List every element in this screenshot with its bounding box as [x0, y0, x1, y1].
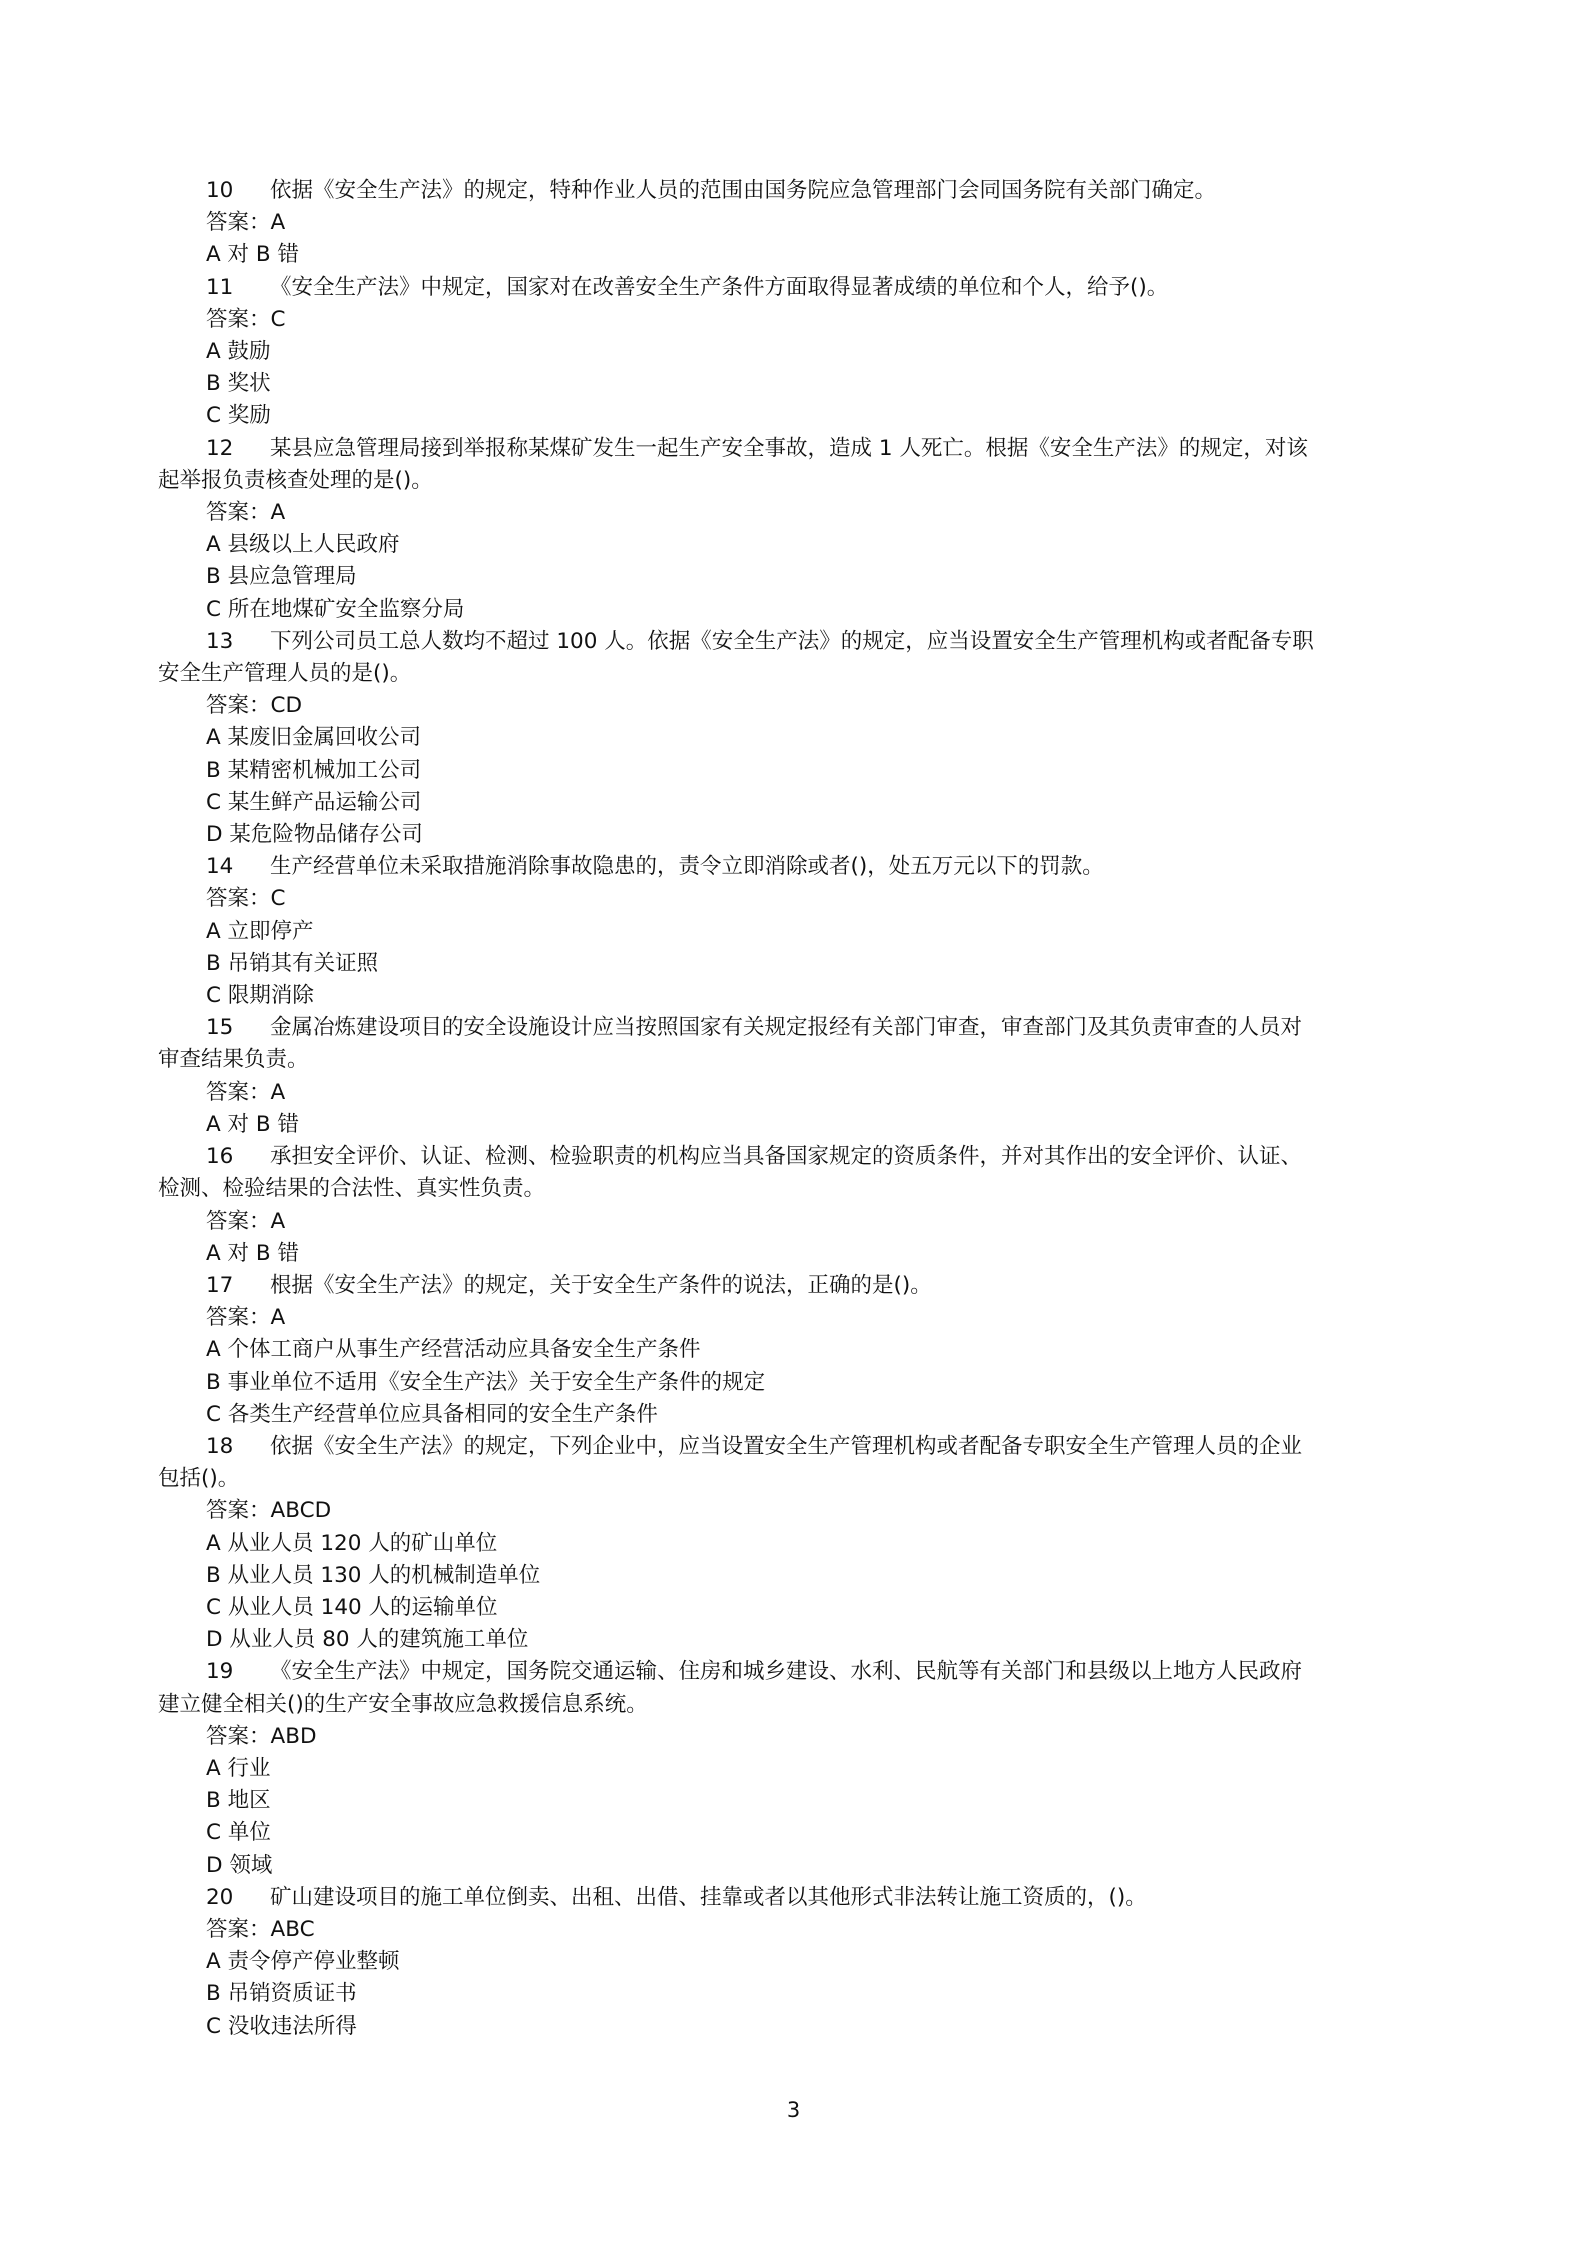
question-number: 11	[206, 274, 234, 300]
option-line: D 领域	[206, 1852, 273, 1878]
question-text: 根据《安全生产法》的规定，关于安全生产条件的说法，正确的是()。	[270, 1272, 932, 1298]
option-line: B 吊销其有关证照	[206, 950, 379, 976]
answer-line: 答案：ABC	[206, 1916, 315, 1942]
question-text: 承担安全评价、认证、检测、检验职责的机构应当具备国家规定的资质条件，并对其作出的安全评价、认证、	[270, 1144, 1303, 1170]
question-line	[158, 1012, 1428, 1044]
option-line: A 责令停产停业整顿	[206, 1949, 400, 1975]
option-line: A 某废旧金属回收公司	[206, 725, 422, 751]
option-line: C 单位	[206, 1820, 271, 1846]
question-line	[158, 433, 1428, 465]
question-number: 19	[206, 1659, 234, 1685]
option-line: A 行业	[206, 1755, 271, 1781]
question-number: 13	[206, 628, 234, 654]
option-line: A 县级以上人民政府	[206, 532, 400, 558]
answer-line: 答案：ABCD	[206, 1498, 332, 1524]
option-line: B 县应急管理局	[206, 564, 357, 590]
question-line	[158, 851, 1428, 883]
option-line: A 鼓励	[206, 339, 271, 365]
question-text: 金属冶炼建设项目的安全设施设计应当按照国家有关规定报经有关部门审查，审查部门及其负责审查的人员对	[270, 1015, 1303, 1041]
question-number: 20	[206, 1884, 234, 1910]
answer-line: 答案：A	[206, 1208, 286, 1234]
question-continuation: 包括()。	[158, 1466, 240, 1492]
option-line: C 奖励	[206, 403, 271, 429]
question-line	[158, 1656, 1428, 1688]
option-line: B 奖状	[206, 371, 271, 397]
option-line: A 立即停产	[206, 918, 314, 944]
option-line: A 个体工商户从事生产经营活动应具备安全生产条件	[206, 1337, 701, 1363]
option-line: B 吊销资质证书	[206, 1981, 357, 2007]
answer-line: 答案：A	[206, 1079, 286, 1105]
question-line	[158, 626, 1428, 658]
question-text: 矿山建设项目的施工单位倒卖、出租、出借、挂靠或者以其他形式非法转让施工资质的，()。	[270, 1884, 1147, 1910]
answer-line: 答案：C	[206, 886, 286, 912]
question-text: 某县应急管理局接到举报称某煤矿发生一起生产安全事故，造成 1 人死亡。根据《安全生产法》的规定，对该	[270, 435, 1308, 461]
option-line: C 没收违法所得	[206, 2013, 357, 2039]
option-line: C 限期消除	[206, 983, 314, 1009]
answer-line: 答案：C	[206, 306, 286, 332]
option-line: A 从业人员 120 人的矿山单位	[206, 1530, 498, 1556]
question-text: 下列公司员工总人数均不超过 100 人。依据《安全生产法》的规定，应当设置安全生产管理机构或者配备专职	[270, 628, 1314, 654]
question-text: 依据《安全生产法》的规定，特种作业人员的范围由国务院应急管理部门会同国务院有关部门确定。	[270, 178, 1217, 203]
option-line: B 地区	[206, 1788, 271, 1814]
option-line: B 某精密机械加工公司	[206, 757, 422, 783]
question-text: 生产经营单位未采取措施消除事故隐患的，责令立即消除或者()，处五万元以下的罚款。	[270, 854, 1104, 880]
question-number: 17	[206, 1272, 234, 1298]
question-line	[158, 1141, 1428, 1173]
question-continuation: 起举报负责核查处理的是()。	[158, 467, 433, 493]
question-number: 15	[206, 1015, 234, 1041]
answer-line: 答案：CD	[206, 693, 303, 719]
question-number: 12	[206, 435, 234, 461]
option-line: D 从业人员 80 人的建筑施工单位	[206, 1627, 529, 1653]
answer-line: 答案：A	[206, 1305, 286, 1331]
question-continuation: 审查结果负责。	[158, 1047, 309, 1073]
answer-line: 答案：A	[206, 210, 286, 236]
option-line: C 从业人员 140 人的运输单位	[206, 1594, 498, 1620]
option-line: B 事业单位不适用《安全生产法》关于安全生产条件的规定	[206, 1369, 766, 1395]
question-text: 依据《安全生产法》的规定，下列企业中，应当设置安全生产管理机构或者配备专职安全生产管理人员的企业	[270, 1433, 1303, 1459]
question-number: 16	[206, 1144, 234, 1170]
question-continuation: 安全生产管理人员的是()。	[158, 661, 412, 687]
answer-line: 答案：A	[206, 500, 286, 526]
question-continuation: 建立健全相关()的生产安全事故应急救援信息系统。	[158, 1691, 648, 1717]
question-text: 《安全生产法》中规定，国家对在改善安全生产条件方面取得显著成绩的单位和个人，给予()。	[270, 274, 1169, 300]
question-text: 《安全生产法》中规定，国务院交通运输、住房和城乡建设、水利、民航等有关部门和县级以上地方人民政府	[270, 1659, 1303, 1685]
page-number: 3	[786, 2098, 801, 2122]
question-line	[158, 272, 1428, 304]
option-line: C 某生鲜产品运输公司	[206, 789, 422, 815]
question-list	[158, 175, 1428, 2043]
option-line: D 某危险物品储存公司	[206, 822, 423, 848]
question-continuation: 检测、检验结果的合法性、真实性负责。	[158, 1176, 546, 1202]
option-line: C 各类生产经营单位应具备相同的安全生产条件	[206, 1401, 658, 1427]
question-number: 18	[206, 1433, 234, 1459]
option-line: B 从业人员 130 人的机械制造单位	[206, 1562, 541, 1588]
question-number: 14	[206, 854, 234, 880]
option-line: C 所在地煤矿安全监察分局	[206, 596, 465, 622]
option-line: A 对 B 错	[206, 1240, 299, 1266]
question-line	[158, 175, 1428, 207]
question-line	[158, 1270, 1428, 1302]
option-line: A 对 B 错	[206, 1111, 299, 1137]
option-line: A 对 B 错	[206, 242, 299, 268]
answer-line: 答案：ABD	[206, 1723, 317, 1749]
question-number: 10	[206, 178, 234, 203]
question-line	[158, 1431, 1428, 1463]
question-line	[158, 1882, 1428, 1914]
